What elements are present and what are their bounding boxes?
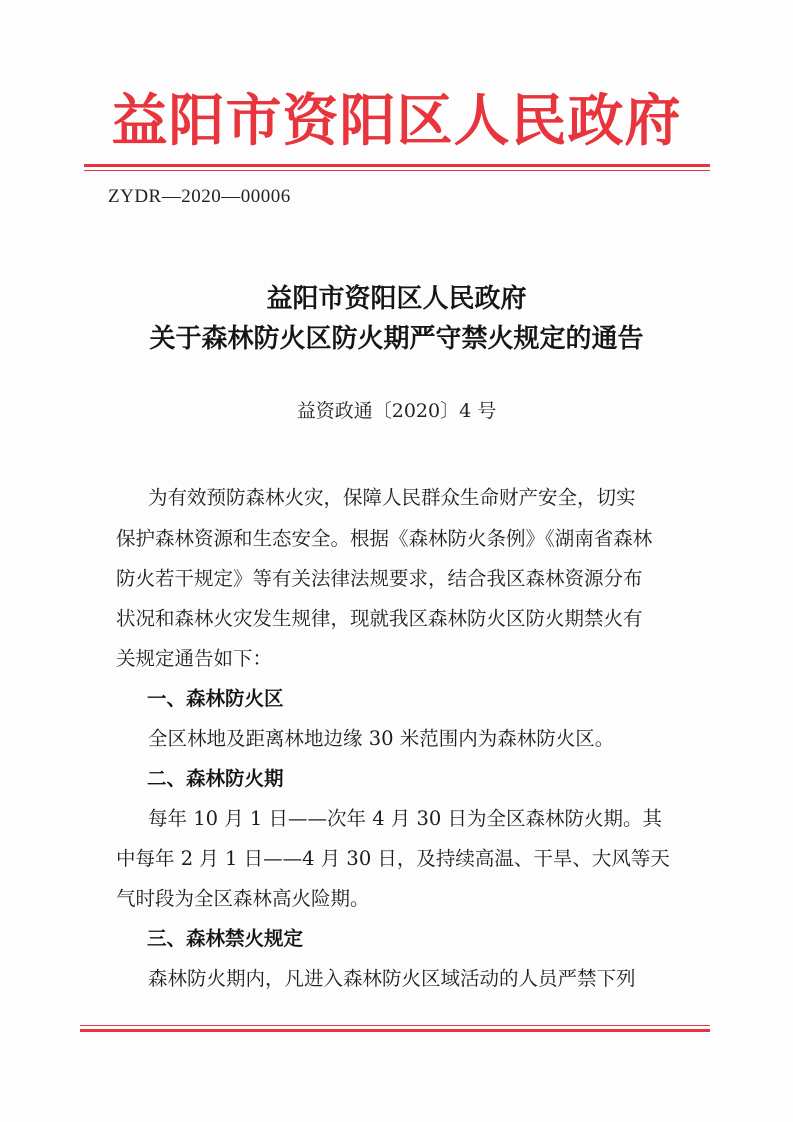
document-number: 益资政通〔2020〕4 号 xyxy=(296,400,497,422)
intro-line: 为有效预防森林火灾，保障人民群众生命财产安全，切实 xyxy=(148,486,636,509)
section-line: 每年 10 月 1 日——次年 4 月 30 日为全区森林防火期。其 xyxy=(148,807,663,830)
footer-rule-thick xyxy=(80,1029,710,1032)
document-title-line-2: 关于森林防火区防火期严守禁火规定的通告 xyxy=(149,324,644,354)
masthead-rule-thick xyxy=(84,164,710,167)
document-code: ZYDR—2020—00006 xyxy=(108,186,291,207)
document-title-line-1: 益阳市资阳区人民政府 xyxy=(266,284,527,314)
intro-line: 状况和森林火灾发生规律，现就我区森林防火区防火期禁火有 xyxy=(116,607,643,630)
section-heading-fire-prevention-period: 二、森林防火期 xyxy=(147,767,284,790)
section-line: 全区林地及距离林地边缘 30 米范围内为森林防火区。 xyxy=(148,727,615,750)
masthead-title: 益阳市资阳区人民政府 xyxy=(111,88,682,154)
section-heading-forest-fire-zone: 一、森林防火区 xyxy=(147,687,284,710)
masthead-rule-thin xyxy=(84,170,710,171)
intro-line: 防火若干规定》等有关法律法规要求，结合我区森林资源分布 xyxy=(116,567,643,590)
section-line: 中每年 2 月 1 日——4 月 30 日，及持续高温、干旱、大风等天 xyxy=(116,847,670,870)
footer-rule-thin xyxy=(80,1025,710,1026)
section-line: 森林防火期内，凡进入森林防火区域活动的人员严禁下列 xyxy=(148,967,636,990)
section-heading-fire-ban-rules: 三、森林禁火规定 xyxy=(147,927,304,950)
intro-line: 保护森林资源和生态安全。根据《森林防火条例》《湖南省森林 xyxy=(116,527,653,550)
intro-line: 关规定通告如下： xyxy=(116,647,273,670)
section-line: 气时段为全区森林高火险期。 xyxy=(116,887,370,910)
